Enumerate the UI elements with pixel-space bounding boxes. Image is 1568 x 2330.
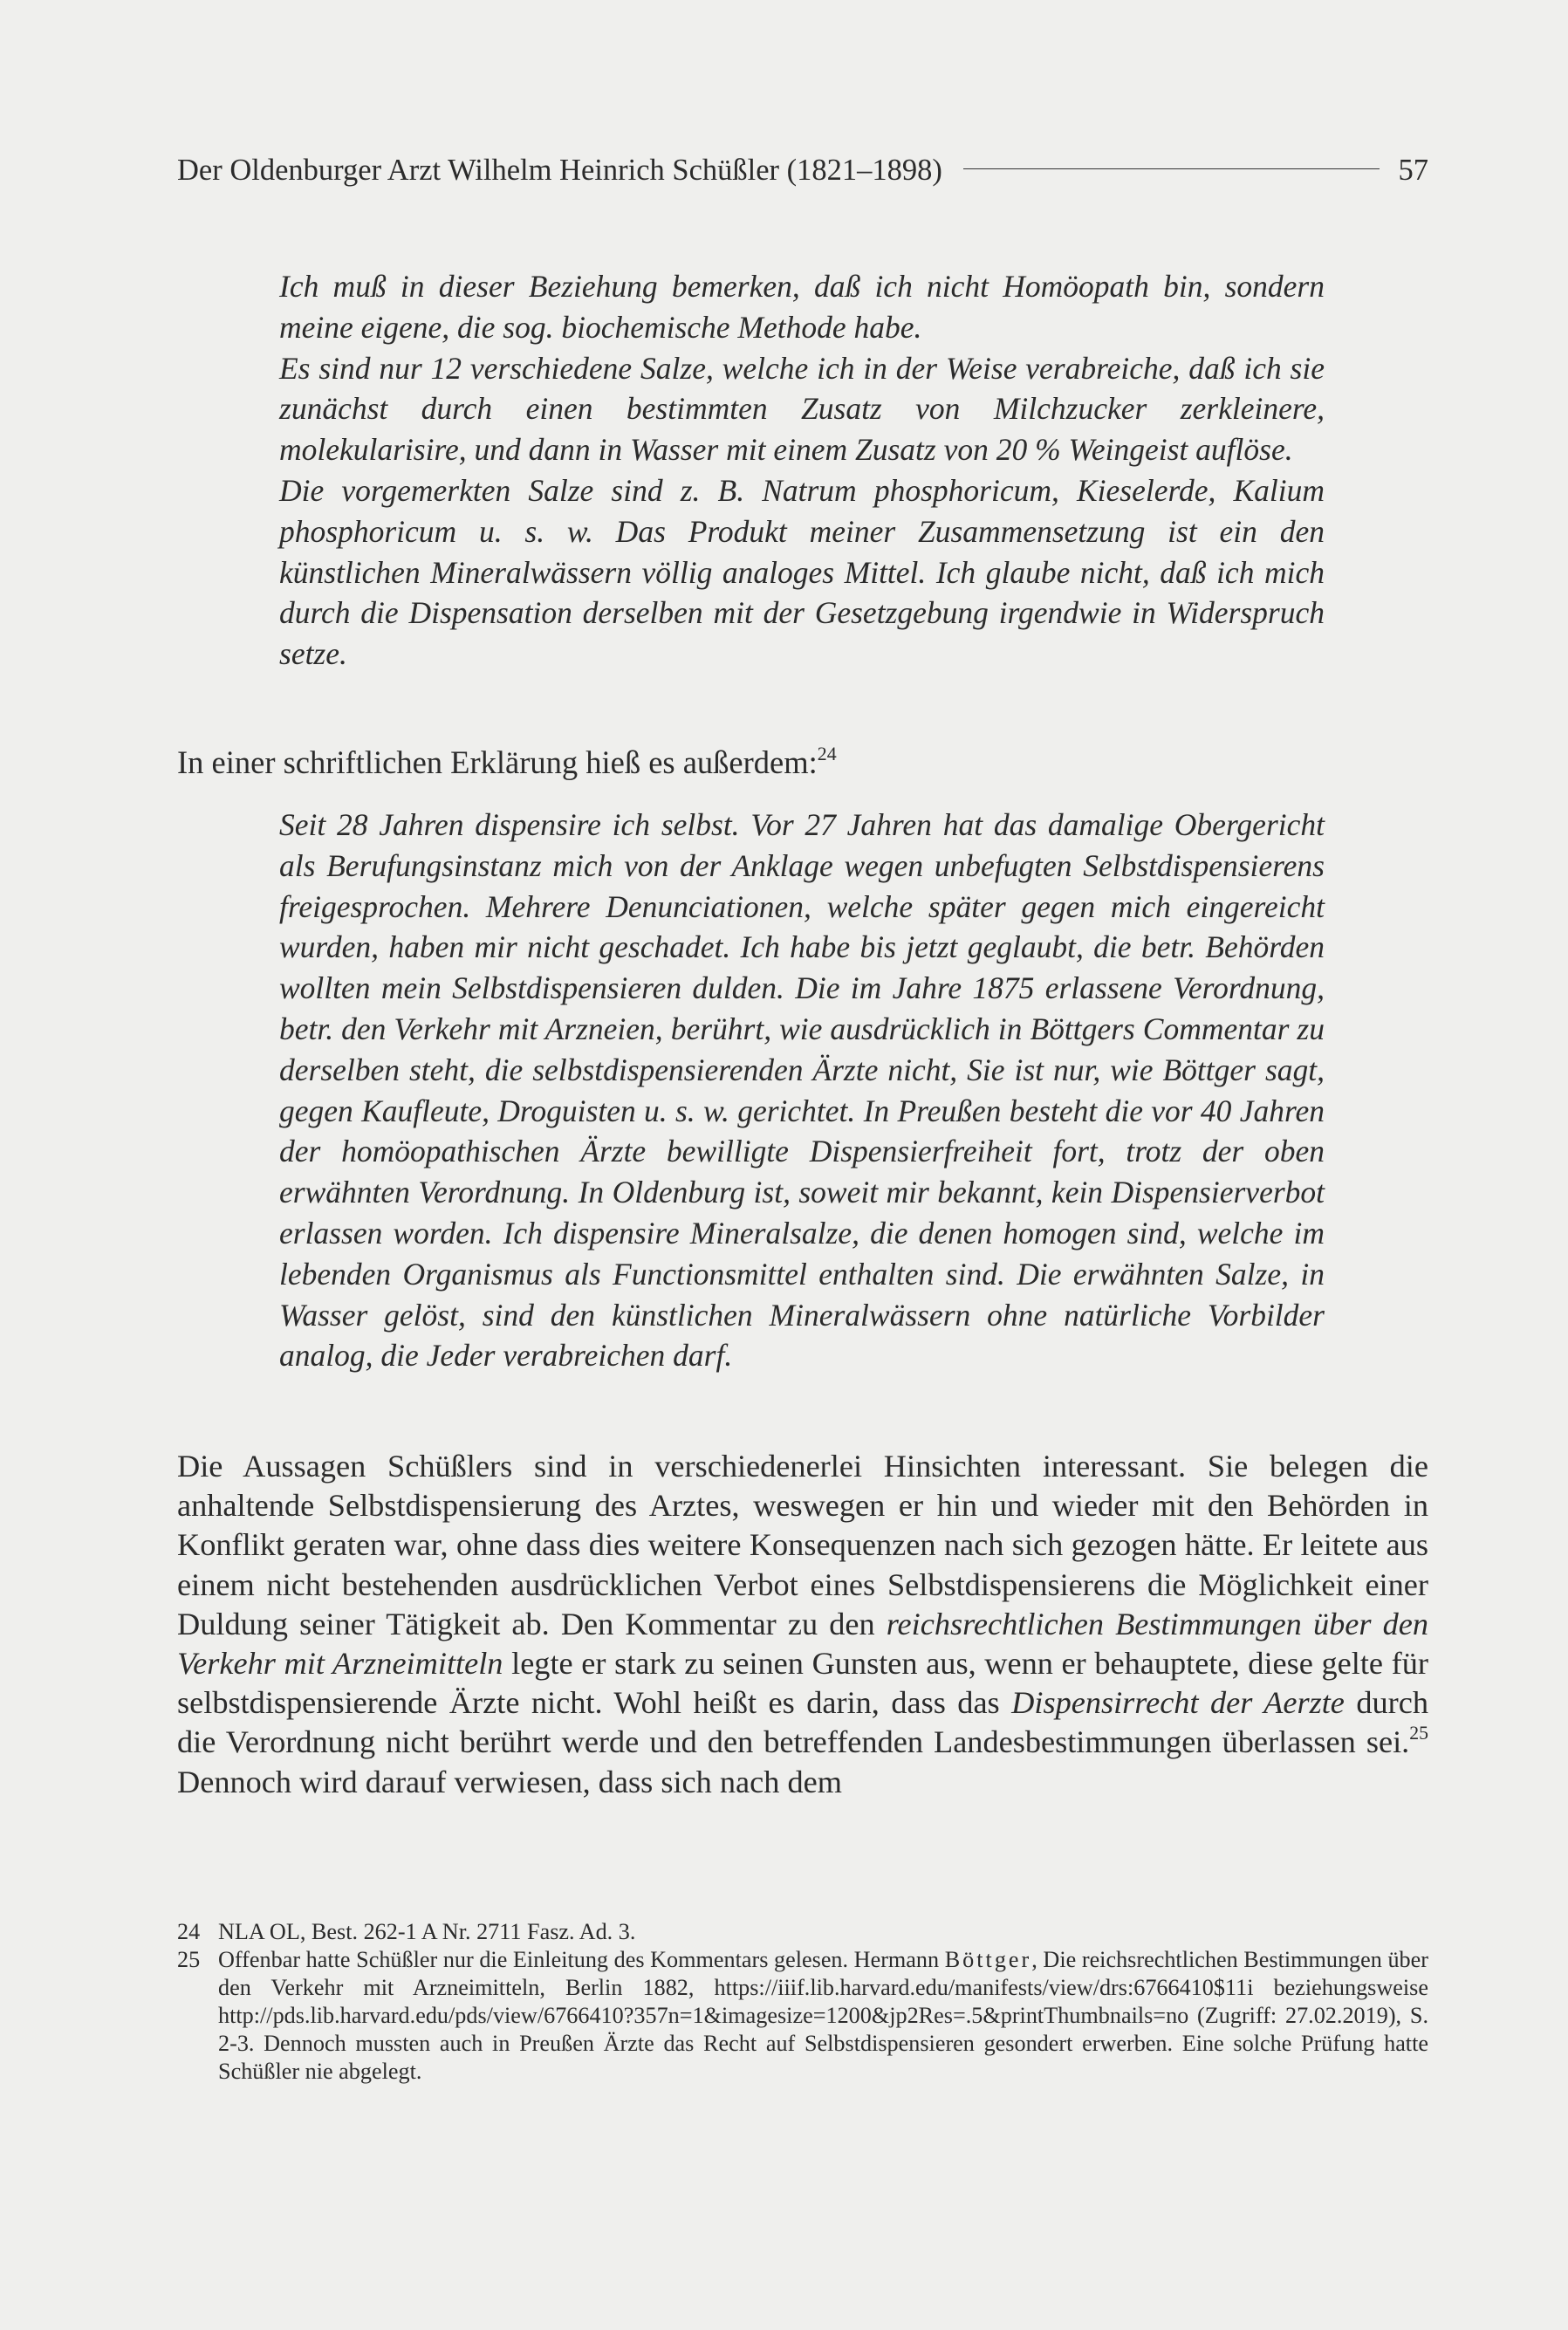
footnote-24 [177, 1918, 1428, 1946]
quote-paragraph: Ich muß in dieser Beziehung bemerken, daß ich nicht Homöopath bin, sondern meine eigene, die sog. biochemische Methode habe. [279, 269, 1325, 345]
quote-paragraph: Die vorgemerkten Salze sind z. B. Natrum phosphoricum, Kieselerde, Kalium phosphoricum u. s. w. Das Produkt meiner Zusammensetzung ist ein den künstlichen Mineralwässern völlig analoges Mittel. Ich glaube nicht, daß ich mich durch die Dispensation derselben mit der Gesetzgebung irgendwie in Widerspruch setze. [279, 472, 1325, 672]
body-text-segment: durch die Verordnung nicht berührt werde und den betreffenden Landesbestimmungen überlassen sei. [177, 1685, 1429, 1760]
body-text-segment: Dennoch wird darauf verwiesen, dass sich nach dem [177, 1764, 842, 1799]
running-title: Der Oldenburger Arzt Wilhelm Heinrich Schüßler (1821–1898) [177, 154, 942, 187]
footnote-25 [177, 1946, 1428, 2086]
footnote-ref-25: 25 [1409, 1723, 1428, 1744]
body-italic-term: Dispensirrecht der Aerzte [1011, 1685, 1345, 1721]
running-head [177, 155, 1428, 186]
intro-text: In einer schriftlichen Erklärung hieß es außerdem: [177, 744, 818, 780]
footnote-text-segment: Offenbar hatte Schüßler nur die Einleitung des Kommentars gelesen. Hermann [218, 1947, 945, 1972]
footnote-author: Böttger [944, 1947, 1032, 1972]
body-text-segment: Die Aussagen Schüßlers sind in verschiedenerlei Hinsichten interessant. Sie belegen die anhaltende Selbstdispensierung des Arztes, weswegen er hin und wieder mit den Behörden in Konflikt geraten war, ohne dass dies weitere Konsequenzen nach sich gezogen hätte. Er leitete aus einem nicht bestehenden ausdrücklichen Verbot eines Selbstdispensierens die Möglichkeit einer Duldung seiner Tätigkeit ab. Den Kommentar zu den [177, 1449, 1428, 1641]
footnote-text-segment: , Die reichsrechtlichen Bestimmungen über den Verkehr mit Arzneimitteln, Berlin 1882, https://iiif.lib.harvard.edu/manifests/view/drs:6766410$11i beziehungsweise http://pds.lib.harvard.edu/pds/view/6766410?357n=1&imagesize=1200&jp2Res=.5&printThumbnails=no (Zugriff: 27.02.2019), S. 2-3. Dennoch mussten auch in Preußen Ärzte das Recht auf Selbstdispensieren gesondert erwerben. Eine solche Prüfung hatte Schüßler nie abgelegt. [218, 1947, 1428, 2084]
header-rule [963, 168, 1380, 169]
block-quote-2 [279, 805, 1325, 1376]
quote-paragraph: Es sind nur 12 verschiedene Salze, welche ich in der Weise verabreiche, daß ich sie zunächst durch einen bestimmten Zusatz von Milchzucker zerkleinere, molekularisire, und dann in Wasser mit einem Zusatz von 20 % Weingeist auflöse. [279, 350, 1325, 468]
body-text-segment: legte er stark zu seinen Gunsten aus, wenn er behauptete, diese gelte für selbstdispensierende Ärzte nicht. Wohl heißt es darin, dass das [177, 1646, 1429, 1721]
quote-paragraph: Seit 28 Jahren dispensire ich selbst. Vor 27 Jahren hat das damalige Obergericht als Berufungsinstanz mich von der Anklage wegen unbefugten Selbstdispensierens freigesprochen. Mehrere Denunciationen, welche später gegen mich eingereicht wurden, haben mir nicht geschadet. Ich habe bis jetzt geglaubt, die betr. Behörden wollten mein Selbstdispensieren dulden. Die im Jahre 1875 erlassene Verordnung, betr. den Verkehr mit Arzneien, berührt, wie ausdrücklich in Böttgers Commentar zu derselben steht, die selbstdispensierenden Ärzte nicht, Sie ist nur, wie Böttger sagt, gegen Kaufleute, Droguisten u. s. w. gerichtet. In Preußen besteht die vor 40 Jahren der homöopathischen Ärzte bewilligte Dispensierfreiheit fort, trotz der oben erwähnten Verordnung. In Oldenburg ist, soweit mir bekannt, kein Dispensierverbot erlassen worden. Ich dispensire Mineralsalze, die denen homogen sind, welche im lebenden Organismus als Functionsmittel enthalten sind. Die erwähnten Salze, in Wasser gelöst, sind den künstlichen Mineralwässern ohne natürliche Vorbilder analog, die Jeder verabreichen darf. [279, 807, 1325, 1374]
footnote-text [218, 1946, 1428, 2086]
footnote-number: 24 [177, 1919, 201, 1944]
intro-line [177, 743, 837, 783]
footnote-number: 25 [177, 1947, 201, 1972]
footnote-text: NLA OL, Best. 262-1 A Nr. 2711 Fasz. Ad. 3. [218, 1919, 636, 1944]
block-quote-1 [279, 266, 1325, 675]
body-italic-title: reichsrechtlichen Bestimmungen über den Verkehr mit Arzneimitteln [177, 1606, 1428, 1682]
page-number: 57 [1398, 154, 1428, 187]
footnotes [177, 1918, 1428, 2086]
body-paragraph [177, 1447, 1428, 1802]
footnote-ref-24: 24 [817, 742, 837, 764]
